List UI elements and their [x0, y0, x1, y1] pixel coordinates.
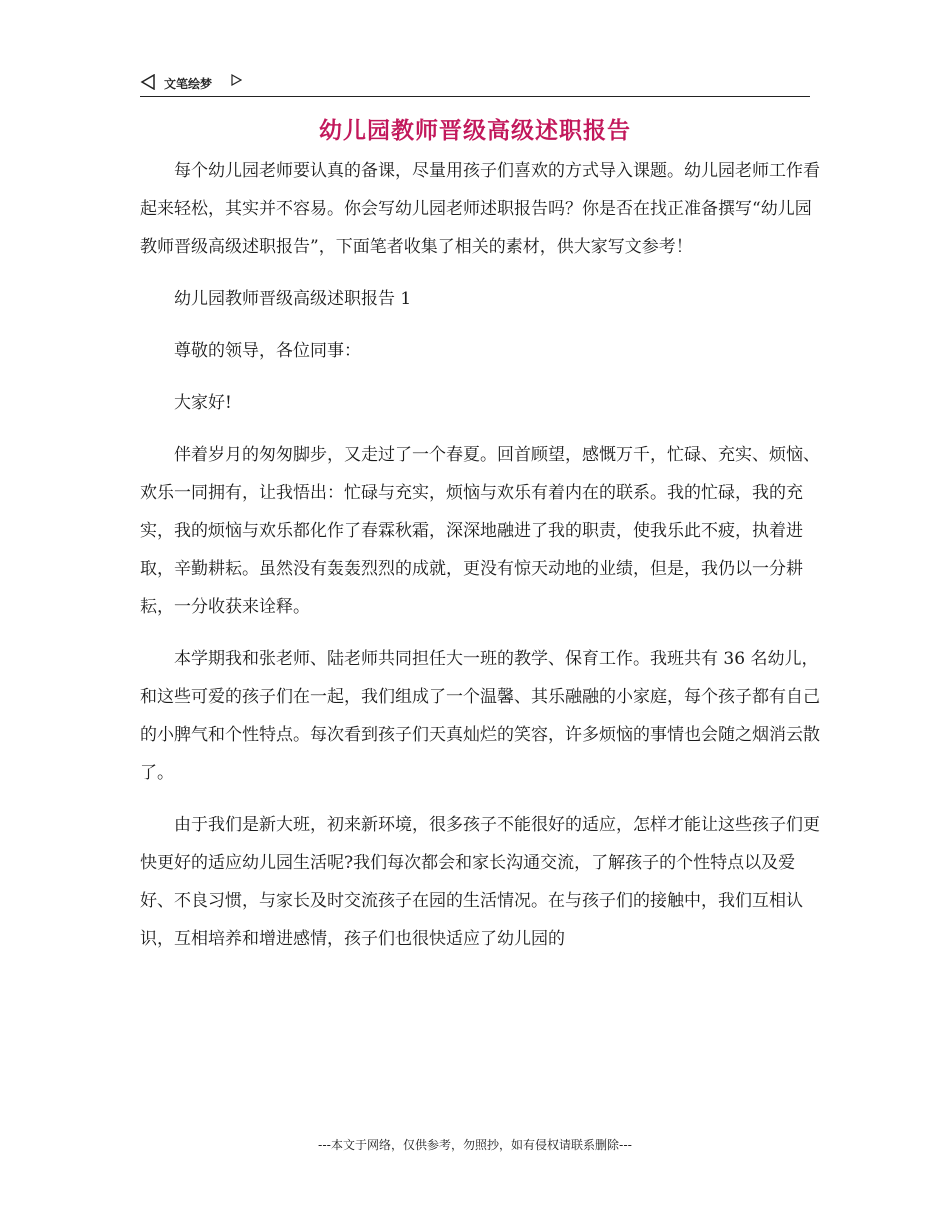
intro-paragraph: 每个幼儿园老师要认真的备课，尽量用孩子们喜欢的方式导入课题。幼儿园老师工作看起来轻松，其实并不容易。你会写幼儿园老师述职报告吗？你是否在找正准备撰写“幼儿园教师晋级高级述职报告”，下面笔者收集了相关的素材，供大家写文参考！ [140, 161, 820, 257]
page-footer: ---本文于网络，仅供参考，勿照抄，如有侵权请联系删除--- [318, 1138, 632, 1152]
brand-name: 文笔绘梦 [164, 77, 213, 91]
section-heading: 幼儿园教师晋级高级述职报告 1 [174, 289, 412, 309]
document-body [140, 152, 820, 972]
page-header [140, 72, 810, 97]
greeting: 大家好! [174, 393, 232, 413]
salutation: 尊敬的领导，各位同事： [174, 341, 361, 361]
body-paragraph: 由于我们是新大班，初来新环境，很多孩子不能很好的适应，怎样才能让这些孩子们更快更好的适应幼儿园生活呢?我们每次都会和家长沟通交流，了解孩子的个性特点以及爱好、不良习惯，与家长及时交流孩子在园的生活情况。在与孩子们的接触中，我们互相认识，互相培养和增进感情，孩子们也很快适应了幼儿园的 [140, 815, 820, 949]
document-title: 幼儿园教师晋级高级述职报告 [319, 118, 631, 144]
body-paragraph: 本学期我和张老师、陆老师共同担任大一班的教学、保育工作。我班共有 36 名幼儿，和这些可爱的孩子们在一起，我们组成了一个温馨、其乐融融的小家庭，每个孩子都有自己的小脾气和个性特点。每次看到孩子们天真灿烂的笑容，许多烦恼的事情也会随之烟消云散了。 [140, 649, 820, 783]
triangle-left-icon [140, 74, 156, 90]
triangle-right-icon [230, 74, 242, 86]
body-paragraph: 伴着岁月的匆匆脚步，又走过了一个春夏。回首顾望，感慨万千，忙碌、充实、烦恼、欢乐一同拥有，让我悟出：忙碌与充实，烦恼与欢乐有着内在的联系。我的忙碌，我的充实，我的烦恼与欢乐都化作了春霖秋霜，深深地融进了我的职责，使我乐此不疲，执着进取，辛勤耕耘。虽然没有轰轰烈烈的成就，更没有惊天动地的业绩，但是，我仍以一分耕耘，一分收获来诠释。 [140, 445, 820, 617]
